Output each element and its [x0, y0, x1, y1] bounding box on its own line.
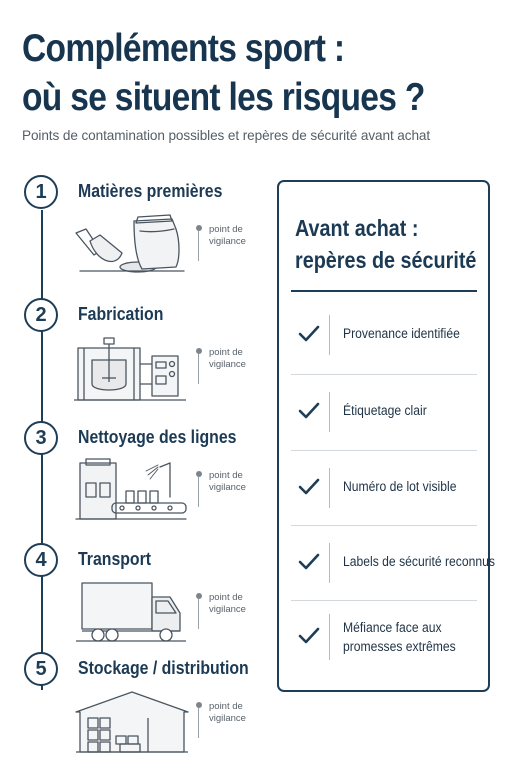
vigilance-label: point de vigilance [209, 470, 246, 493]
check-icon [297, 399, 321, 423]
vigilance-dot [196, 225, 202, 231]
step-title: Fabrication [78, 304, 164, 324]
checklist-item-labeling [279, 374, 488, 449]
step-storage-distribution [0, 652, 270, 762]
checklist-item-lot-number [279, 450, 488, 525]
vigilance-label: point de vigilance [209, 347, 246, 370]
panel-title: Avant achat : repères de sécurité [295, 215, 477, 273]
step-title: Nettoyage des lignes [78, 427, 237, 447]
vigilance-label: point de vigilance [209, 592, 246, 615]
vigilance-line [198, 231, 199, 261]
panel-title-rule [291, 290, 477, 292]
step-number-badge: 1 [24, 175, 58, 209]
vigilance-dot [196, 702, 202, 708]
checklist-item-provenance [279, 297, 488, 372]
factory-mixer-icon [72, 334, 190, 404]
step-number-badge: 2 [24, 298, 58, 332]
step-manufacturing [0, 298, 270, 408]
step-transport [0, 543, 270, 653]
vigilance-line [198, 354, 199, 384]
vigilance-dot [196, 348, 202, 354]
check-icon [297, 322, 321, 346]
title-line-2: où se situent les risques ? [22, 76, 425, 119]
raw-materials-icon [72, 211, 190, 281]
page-subtitle: Points de contamination possibles et repères de sécurité avant achat [22, 128, 431, 143]
vigilance-line [198, 477, 199, 507]
warehouse-icon [72, 688, 190, 754]
checklist-text: Labels de sécurité reconnus [343, 554, 495, 569]
step-number-badge: 3 [24, 421, 58, 455]
vigilance-line [198, 599, 199, 629]
vigilance-label: point de vigilance [209, 701, 246, 724]
delivery-truck-icon [72, 579, 190, 649]
checklist-text: Méfiance face aux promesses extrêmes [343, 620, 456, 654]
step-title: Matières premières [78, 181, 223, 201]
vigilance-dot [196, 471, 202, 477]
check-icon [297, 624, 321, 648]
title-line-1: Compléments sport : [22, 27, 345, 70]
step-title: Stockage / distribution [78, 658, 249, 678]
checklist-text: Provenance identifiée [343, 326, 460, 341]
vigilance-line [198, 708, 199, 738]
vigilance-label: point de vigilance [209, 224, 246, 247]
checklist-item-extreme-claims [279, 600, 488, 675]
check-icon [297, 550, 321, 574]
step-number-badge: 5 [24, 652, 58, 686]
checklist-item-safety-labels [279, 525, 495, 600]
step-number-badge: 4 [24, 543, 58, 577]
step-line-cleaning [0, 421, 270, 531]
vigilance-dot [196, 593, 202, 599]
page-title [22, 24, 425, 122]
step-title: Transport [78, 549, 152, 569]
checklist-text: Étiquetage clair [343, 403, 427, 418]
checklist-text: Numéro de lot visible [343, 479, 457, 494]
safety-checklist-panel [277, 180, 495, 692]
check-icon [297, 475, 321, 499]
step-raw-materials [0, 175, 270, 285]
cleaning-conveyor-icon [72, 457, 190, 527]
